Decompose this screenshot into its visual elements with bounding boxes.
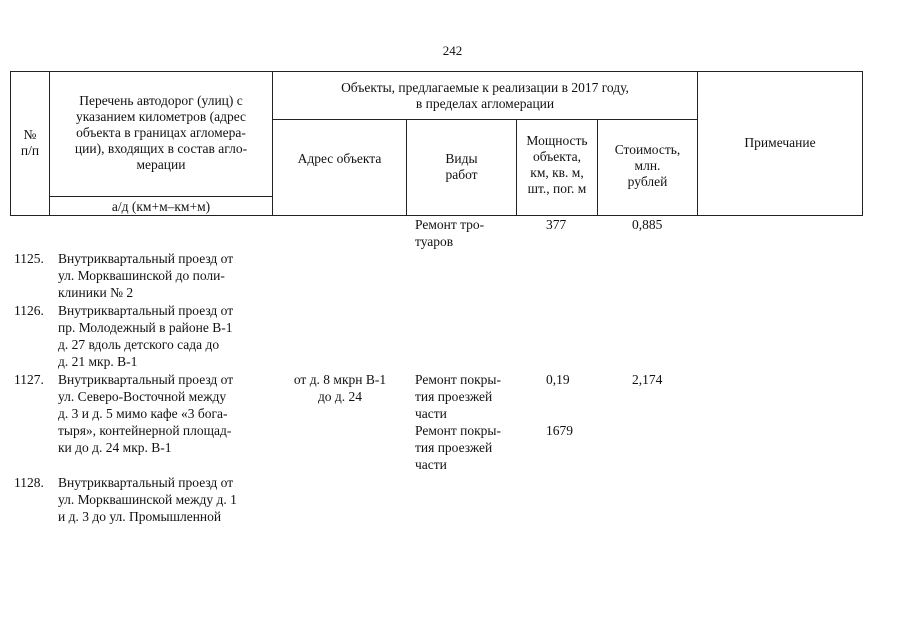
works-line: тия проезжей (415, 440, 493, 455)
works-line: туаров (415, 234, 454, 249)
works-line: тия проезжей (415, 389, 493, 404)
header-col-number-line: № (23, 127, 37, 142)
row-road (58, 474, 237, 525)
road-line: ул. Морквашинской до поли- (58, 268, 225, 283)
header-col-address: Адрес объекта (297, 151, 382, 166)
divider (272, 119, 698, 120)
divider (406, 119, 407, 216)
row-capacity-second: 1679 (546, 423, 573, 438)
row-number: 1127. (14, 372, 44, 387)
works-line: Ремонт покры- (415, 372, 501, 387)
road-line: д. 21 мкр. В-1 (58, 354, 138, 369)
works-line: части (415, 457, 447, 472)
road-line: Внутриквартальный проезд от (58, 303, 234, 318)
header-col-roads-line: указанием километров (адрес (75, 109, 247, 124)
road-line: и д. 3 до ул. Промышленной (58, 509, 222, 524)
header-col-works-line: работ (445, 167, 478, 182)
header-col-roads (52, 93, 270, 173)
road-line: Внутриквартальный проезд от (58, 251, 234, 266)
row-works (415, 371, 501, 422)
header-col-roads-line: объекта в границах агломера- (76, 125, 246, 140)
page-number: 242 (442, 43, 463, 58)
header-col-works-line: Виды (445, 151, 478, 166)
header-col-capacity-line: шт., пог. м (527, 181, 587, 196)
header-col-capacity-line: объекта, (532, 149, 582, 164)
header-col-roads-sub: а/д (км+м–км+м) (111, 199, 211, 214)
header-col-roads-line: Перечень автодорог (улиц) с (79, 93, 243, 108)
row-works-second (415, 422, 501, 473)
road-line: д. 27 вдоль детского сада до (58, 337, 220, 352)
header-col-cost-line: рублей (627, 174, 668, 189)
header-col-roads-line: ции), входящих в состав агло- (74, 141, 248, 156)
row-continued-works (415, 216, 484, 250)
header-col-number (11, 127, 49, 159)
works-line: части (415, 406, 447, 421)
header-col-capacity-line: Мощность (526, 133, 588, 148)
header-col-capacity (517, 133, 597, 197)
header-col-note: Примечание (744, 135, 816, 150)
row-cost: 2,174 (632, 372, 663, 387)
row-number: 1128. (14, 475, 44, 490)
road-line: пр. Молодежный в районе В-1 (58, 320, 233, 335)
road-line: ул. Северо-Восточной между (58, 389, 227, 404)
header-group-title (274, 80, 696, 112)
road-line: Внутриквартальный проезд от (58, 475, 234, 490)
header-col-roads-line: мерации (136, 157, 186, 172)
row-address (274, 371, 406, 405)
header-col-cost-line: млн. (634, 158, 661, 173)
divider (49, 196, 273, 197)
divider (272, 71, 273, 216)
divider (49, 71, 50, 216)
row-number: 1125. (14, 251, 44, 266)
header-col-works (408, 151, 515, 183)
header-col-number-line: п/п (20, 143, 40, 158)
road-line: ки до д. 24 мкр. В-1 (58, 440, 172, 455)
road-line: клиники № 2 (58, 285, 134, 300)
header-col-capacity-line: км, кв. м, (530, 165, 584, 180)
road-line: тыря», контейнерной площад- (58, 423, 232, 438)
row-continued-capacity: 377 (546, 217, 567, 232)
address-line: от д. 8 мкрн В-1 (293, 372, 387, 387)
road-line: Внутриквартальный проезд от (58, 372, 234, 387)
header-col-cost-line: Стоимость, (614, 142, 681, 157)
header-group-title-line: Объекты, предлагаемые к реализации в 2017 году, (341, 80, 629, 95)
road-line: ул. Морквашинской между д. 1 (58, 492, 237, 507)
works-line: Ремонт тро- (415, 217, 485, 232)
row-road (58, 250, 233, 301)
header-col-cost (598, 142, 697, 190)
row-capacity: 0,19 (546, 372, 570, 387)
works-line: Ремонт покры- (415, 423, 501, 438)
header-group-title-line: в пределах агломерации (415, 96, 555, 111)
address-line: до д. 24 (317, 389, 363, 404)
row-number: 1126. (14, 303, 44, 318)
row-road (58, 371, 233, 456)
row-continued-cost: 0,885 (632, 217, 663, 232)
road-line: д. 3 и д. 5 мимо кафе «3 бога- (58, 406, 228, 421)
row-road (58, 302, 233, 370)
